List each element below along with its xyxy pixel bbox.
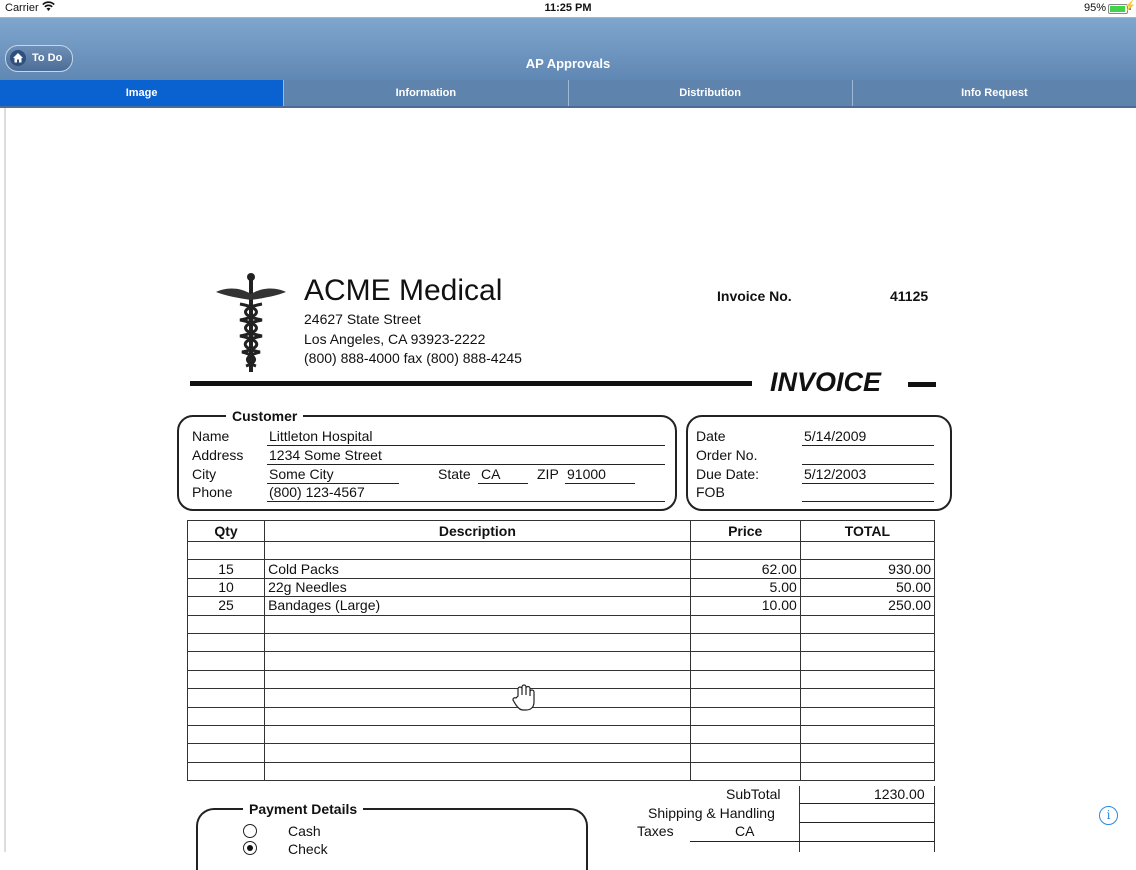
zip-label: ZIP bbox=[537, 466, 559, 482]
tab-distribution[interactable]: Distribution bbox=[568, 80, 852, 106]
order-no-label: Order No. bbox=[696, 447, 758, 463]
table-row-blank bbox=[188, 762, 935, 780]
company-phone-line: (800) 888-4000 fax (800) 888-4245 bbox=[304, 350, 522, 366]
tab-info-request[interactable]: Info Request bbox=[852, 80, 1136, 106]
tab-information[interactable]: Information bbox=[283, 80, 567, 106]
page-title: AP Approvals bbox=[525, 56, 611, 71]
subtotal-label: SubTotal bbox=[726, 786, 781, 802]
item-price: 10.00 bbox=[690, 597, 800, 615]
column-header-description: Description bbox=[265, 521, 691, 542]
customer-state: CA bbox=[481, 466, 501, 482]
item-price: 5.00 bbox=[690, 578, 800, 596]
table-row-blank bbox=[188, 633, 935, 651]
table-row-blank bbox=[188, 542, 935, 560]
clock: 11:25 PM bbox=[544, 2, 592, 14]
phone-label: Phone bbox=[192, 484, 233, 500]
caduceus-logo-icon bbox=[216, 272, 286, 374]
table-row bbox=[188, 597, 935, 615]
item-total: 50.00 bbox=[800, 578, 934, 596]
table-row bbox=[188, 578, 935, 596]
fob-label: FOB bbox=[696, 484, 725, 500]
carrier-label: Carrier bbox=[5, 2, 39, 14]
charging-icon: ⚡ bbox=[1123, 1, 1136, 12]
customer-box bbox=[177, 415, 677, 511]
shipping-label: Shipping & Handling bbox=[648, 805, 775, 821]
name-label: Name bbox=[192, 428, 230, 444]
state-label: State bbox=[438, 466, 471, 482]
company-address-line: 24627 State Street bbox=[304, 311, 421, 327]
payment-option-cash: Cash bbox=[288, 823, 321, 839]
customer-city: Some City bbox=[269, 466, 334, 482]
invoice-number-label: Invoice No. bbox=[717, 288, 792, 304]
table-row-blank bbox=[188, 652, 935, 670]
payment-heading: Payment Details bbox=[243, 801, 363, 817]
radio-cash bbox=[243, 824, 257, 838]
battery-percent: 95% bbox=[1083, 2, 1106, 14]
customer-phone: (800) 123-4567 bbox=[269, 484, 365, 500]
item-qty: 25 bbox=[188, 597, 265, 615]
item-qty: 15 bbox=[188, 560, 265, 578]
item-total: 250.00 bbox=[800, 597, 934, 615]
invoice-title: INVOICE bbox=[770, 367, 882, 397]
header-rule bbox=[190, 381, 752, 386]
radio-check bbox=[243, 841, 257, 855]
date-label: Date bbox=[696, 428, 726, 444]
due-date: 5/12/2003 bbox=[804, 466, 867, 482]
item-description: Bandages (Large) bbox=[265, 597, 691, 615]
subtotal-value: 1230.00 bbox=[874, 786, 925, 802]
table-row-blank bbox=[188, 707, 935, 725]
item-description: Cold Packs bbox=[265, 560, 691, 578]
invoice-number: 41125 bbox=[890, 288, 929, 304]
table-row-blank bbox=[188, 615, 935, 633]
column-header-total: TOTAL bbox=[800, 521, 934, 542]
due-date-label: Due Date: bbox=[696, 466, 760, 482]
invoice-date: 5/14/2009 bbox=[804, 428, 867, 444]
payment-option-check: Check bbox=[288, 841, 328, 857]
tab-image[interactable]: Image bbox=[0, 80, 283, 106]
taxes-label: Taxes bbox=[637, 823, 674, 839]
item-description: 22g Needles bbox=[265, 578, 691, 596]
hand-cursor-icon bbox=[512, 684, 536, 712]
header-rule-end bbox=[908, 382, 936, 387]
item-qty: 10 bbox=[188, 578, 265, 596]
customer-address: 1234 Some Street bbox=[269, 447, 382, 463]
line-items-table bbox=[187, 520, 935, 781]
item-price: 62.00 bbox=[690, 560, 800, 578]
table-row-blank bbox=[188, 689, 935, 707]
table-row-blank bbox=[188, 725, 935, 743]
company-name: ACME Medical bbox=[304, 274, 503, 307]
payment-details-box bbox=[196, 808, 588, 870]
column-header-price: Price bbox=[690, 521, 800, 542]
back-label: To Do bbox=[32, 52, 63, 64]
table-row bbox=[188, 560, 935, 578]
info-button[interactable]: i bbox=[1099, 806, 1118, 825]
address-label: Address bbox=[192, 447, 244, 463]
customer-name: Littleton Hospital bbox=[269, 428, 373, 444]
city-label: City bbox=[192, 466, 217, 482]
item-total: 930.00 bbox=[800, 560, 934, 578]
taxes-state: CA bbox=[735, 823, 755, 839]
table-row-blank bbox=[188, 744, 935, 762]
company-address-line: Los Angeles, CA 93923-2222 bbox=[304, 331, 486, 347]
column-header-qty: Qty bbox=[188, 521, 265, 542]
table-row-blank bbox=[188, 670, 935, 688]
customer-zip: 91000 bbox=[567, 466, 606, 482]
customer-heading: Customer bbox=[226, 408, 303, 424]
